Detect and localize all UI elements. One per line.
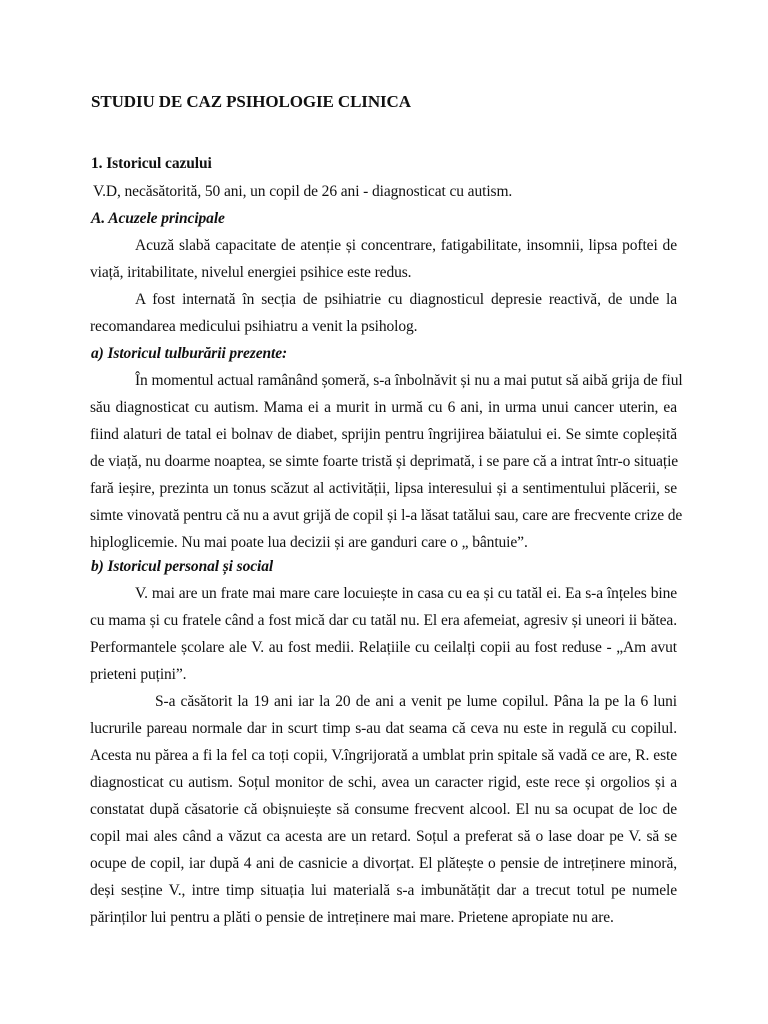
paragraph-line: viață, iritabilitate, nivelul energiei psihice este redus. — [90, 264, 412, 281]
paragraph-line: de viață, nu doarme noaptea, se simte foarte tristă și deprimată, i se pare că a intrat într-o situație — [90, 453, 679, 470]
paragraph-line: fară ieșire, prezinta un tonus scăzut al activității, lipsa interesului și a sentimentului plăcerii, se — [90, 480, 677, 497]
paragraph-line: Acuză slabă capacitate de atenție și concentrare, fatigabilitate, insomnii, lipsa poftei de — [135, 237, 677, 254]
paragraph-line: A fost internată în secția de psihiatrie cu diagnosticul depresie reactivă, de unde la — [135, 291, 677, 308]
paragraph-line: deși sesține V., intre timp situația lui materială s-a imbunătățit dar a trecut totul pe numele — [90, 882, 677, 899]
paragraph-line: recomandarea medicului psihiatru a venit la psiholog. — [90, 318, 418, 335]
paragraph-line: simte vinovată pentru că nu a avut grijă de copil și l-a lăsat tatălui sau, care are frecvente crize de — [90, 507, 683, 524]
paragraph-line: S-a căsătorit la 19 ani iar la 20 de ani a venit pe lume copilul. Pâna la pe la 6 luni — [155, 693, 677, 710]
paragraph-line: fiind alaturi de tatal ei bolnav de diabet, sprijin pentru îngrijirea băiatului ei. Se simte copleșită — [90, 426, 677, 443]
paragraph-line: prieteni puțini”. — [90, 666, 187, 683]
paragraph-line: În momentul actual ramânând șomeră, s-a înbolnăvit și nu a mai putut să aibă grija de fiul — [135, 372, 683, 389]
paragraph-line: diagnosticat cu autism. Soțul monitor de schi, avea un caracter rigid, este rece și orgolios și a — [90, 774, 677, 791]
paragraph-line: ocupe de copil, iar după 4 ani de casnicie a divorțat. El plătește o pensie de intreținere minoră, — [90, 855, 677, 872]
paragraph-line: copil mai ales când a văzut ca acesta are un retard. Soțul a preferat să o lase doar pe V. să se — [90, 828, 677, 845]
paragraph-line: constatat după căsatorie că obișnuiește să consume frecvent alcool. El nu sa ocupat de loc de — [90, 801, 677, 818]
paragraph-line: hiploglicemie. Nu mai poate lua decizii și are ganduri care o „ bântuie”. — [90, 534, 528, 551]
paragraph-line: Acesta nu părea a fi la fel ca toți copii, V.îngrijorată a umblat prin spitale să vadă ce are, R. este — [90, 747, 677, 764]
paragraph-line: cu mama și cu fratele când a fost mică dar cu tatăl nu. El era afemeiat, agresiv și uneori ii bătea. — [90, 612, 677, 629]
patient-summary: V.D, necăsătorită, 50 ani, un copil de 26 ani - diagnosticat cu autism. — [93, 183, 513, 200]
subheading-istoricul-personal: b) Istoricul personal și social — [91, 558, 274, 575]
document-title: STUDIU DE CAZ PSIHOLOGIE CLINICA — [91, 92, 411, 111]
paragraph-line: Performantele școlare ale V. au fost medii. Relațiile cu ceilalți copii au fost reduse - „Am avut — [90, 639, 677, 656]
paragraph-line: lucrurile pareau normale dar in scurt timp s-au dat seama că ceva nu este in regulă cu copilul. — [90, 720, 677, 737]
subheading-acuzele-principale: A. Acuzele principale — [91, 210, 225, 227]
subheading-istoricul-tulburarii: a) Istoricul tulburării prezente: — [91, 345, 288, 362]
section-heading-istoricul-cazului: 1. Istoricul cazului — [91, 155, 212, 172]
paragraph-line: V. mai are un frate mai mare care locuiește in casa cu ea și cu tatăl ei. Ea s-a înțeles bine — [135, 585, 677, 602]
paragraph-line: său diagnosticat cu autism. Mama ei a murit in urmă cu 6 ani, in urma unui cancer uterin, ea — [90, 399, 677, 416]
paragraph-line: părinților lui pentru a plăti o pensie de intreținere mai mare. Prietene apropiate nu are. — [90, 909, 614, 926]
